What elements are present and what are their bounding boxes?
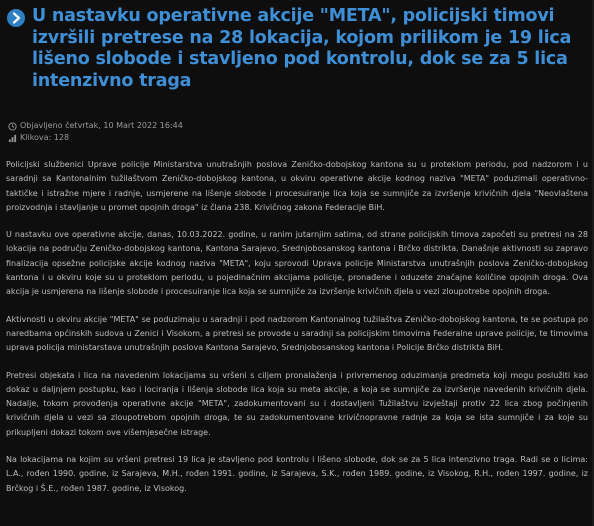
hits-text: Klikova: 128 [20, 133, 70, 142]
article-paragraph: U nastavku ove operativne akcije, danas, 10.03.2022. godine, u ranim jutarnjim satima, od strane policijskih timova započeti su pretresi na 28 lokacija na području Zeničko-dobojskog kantona, Kantona Sarajevo, Srednjobosanskog kantona i Brčko distrikta. Današnje aktivnosti su zapravo finalizacija opsežne policijske akcije kodnog naziva "META", koju sprovodi Uprava policije Ministarstva unutrašnjih poslova Zeničko-dobojskog kantona i u okviru koje su u proteklom periodu, u pojedinačnim akcijama policije, pronađene i oduzete značajne količine opojnih droga. Ova akcija je usmjerena na lišenje slobode i procesuiranje lica koja se sumnjiče za izvršenje krivičnih djela u vezi zloupotrebe opojnih droga. [6, 230, 588, 297]
article-paragraph: Aktivnosti u okviru akcije "META" se poduzimaju u saradnji i pod nadzorom Kantonalnog tužilaštva Zeničko-dobojskog kantona, te se postupa po naredbama općinskih sudova u Zenici i Visokom, a pretresi se provode u saradnji sa policijskim timovima Federalne uprave policije, te timovima uprava policija ministarstava unutrašnjih poslova Kantona Sarajevo, Srednjobosanskog kantona i Policije Brčko distrikta BiH. [6, 314, 588, 353]
hits-count [8, 132, 588, 144]
article-paragraph: Pretresi objekata i lica na navedenim lokacijama su vršeni s ciljem pronalaženja i privremenog oduzimanja predmeta koji mogu poslužiti kao dokaz u daljnjem postupku, kao i lociranja i lišenja slobode lica koja su meta akcije, a koja se sumnjiče za izvršenje navedenih krivičnih djela. Nadalje, tokom provođenja operativne akcije "META", zadokumentovani su i dostavljeni Tužilaštvu izvještaji protiv 22 lica zbog počinjenih krivičnih djela u vezi sa zloupotrebom opojnih droga, te su zadokumentovane krivičnopravne radnje za koja se ista sumnjiče i za koje su prikupljeni dokazi tokom ove višemjesečne istrage. [6, 370, 588, 437]
article-header [6, 6, 588, 92]
article-paragraph: Policijski službenici Uprave policije Ministarstva unutrašnjih poslova Zeničko-dobojskog kantona su u proteklom periodu, pod nadzorom i u saradnji sa Kantonalnim tužilaštvom Zeničko-dobojskog kantona, u okviru operativne akcije kodnog naziva "META" poduzimali operativno-taktičke i istražne mjere i radnje, usmjerene na lišenje slobode i procesuiranje lica koja se sumnjiče za izvršenje krivičnih djela "Neovlaštena proizvodnja i stavljanje u promet opojnih droga" iz člana 238. Krivičnog zakona Federacije BiH. [6, 160, 588, 212]
article-paragraph: Na lokacijama na kojim su vršeni pretresi 19 lica je stavljeno pod kontrolu i lišeno slobode, dok se za 5 lica intenzivno traga. Radi se o licima: L.A., rođen 1990. godine, iz Sarajeva, M.H., rođen 1991. godine, iz Sarajeva, S.K., rođen 1989. godine, iz Visokog, R.H., rođen 1997. godine, iz Brčkog i Š.E., rođen 1987. godine, iz Visokog. [6, 455, 588, 493]
published-text: Objavljeno četvrtak, 10 Mart 2022 16:44 [20, 121, 183, 130]
article-meta [8, 120, 588, 144]
hits-icon [8, 134, 17, 143]
article-title[interactable]: U nastavku operativne akcije "META", policijski timovi izvršili pretrese na 28 lokacija, kojom prilikom je 19 lica lišeno slobode i stavljeno pod kontrolu, dok se za 5 lica intenzivno traga [32, 6, 572, 91]
published-date [8, 120, 588, 132]
clock-icon [8, 122, 17, 131]
article-bullet-icon [6, 8, 26, 28]
article-body [6, 158, 588, 496]
